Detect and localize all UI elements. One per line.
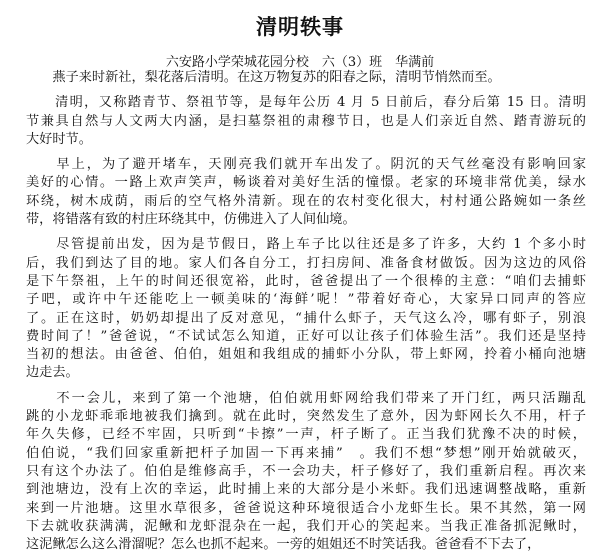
text-line: 后，我们到达了目的地。家人们各自分工，打扫房间、准备食材做饭。因为这边的风俗: [26, 255, 586, 271]
paragraph: [26, 390, 586, 554]
text-line: 下去就收获满满，泥鳅和龙虾混杂在一起，我们开心的笑起来。当我正准备抓泥鳅时，: [26, 518, 586, 534]
text-line: 燕子来时新社，梨花落后清明。在这万物复苏的阳春之际，清明节悄然而至。: [26, 70, 501, 85]
text-line: 大好时节。: [26, 131, 92, 147]
text-line: 环绕，树木成荫，雨后的空气格外清新。现在的农村变化很大，村村通公路婉如一条丝: [26, 193, 586, 209]
text-line: 清明，又称踏青节、祭祖节等，是每年公历 4 月 5 日前后，春分后第 15 日。清明: [26, 95, 586, 111]
text-line: 美好的心情。一路上欢声笑声，畅谈着对美好生活的憧憬。老家的环境非常优美，绿水: [26, 175, 586, 191]
paragraph: [26, 69, 586, 87]
paragraph: [26, 156, 586, 229]
text-line: 这泥鳅怎么这么滑溜呢？怎么也抓不起来。一旁的姐姐还不时笑话我。爸爸看不下去了，: [26, 537, 541, 553]
text-line: 来到一片池塘。这里水草很多，爸爸说这种环境很适合小龙虾生长。果不其然，第一网: [26, 500, 586, 516]
text-line: 早上，为了避开堵车，天刚亮我们就开车出发了。阴沉的天气丝毫没有影响回家: [26, 157, 586, 173]
text-line: 费时间了！”爸爸说，“不试试怎么知道，正好可以让孩子们体验生活”。我们还是坚持: [26, 328, 586, 344]
paragraph: [26, 236, 586, 382]
text-line: 当初的想法。由爸爸、伯伯，姐姐和我组成的捕虾小分队，带上虾网，拎着小桶向池塘: [26, 347, 586, 363]
text-line: 跳的小龙虾乖乖地被我们擒到。就在此时，突然发生了意外，因为虾网长久不用，杆子: [26, 409, 586, 425]
text-line: 子吧，或许中午还能吃上一顿美味的‘海鲜’呢！”带着好奇心，大家异口同声的答应: [26, 292, 586, 308]
document-title: 清明轶事: [256, 15, 344, 39]
text-line: 是下午祭祖，上午的时间还很宽裕，此时，爸爸提出了一个很棒的主意：“咱们去捕虾: [26, 273, 586, 289]
text-line: 了。正在这时，奶奶却提出了反对意见，“捕什么虾子，天气这么冷，哪有虾子，别浪: [26, 310, 586, 326]
text-line: 带，将错落有致的村庄环绕其中，仿佛进入了人间仙境。: [26, 212, 356, 228]
paragraph: [26, 94, 586, 149]
text-line: 不一会儿，来到了第一个池塘，伯伯就用虾网给我们带来了开门红，两只活蹦乱: [26, 390, 586, 406]
text-line: 节兼具自然与人文两大内涵，是扫墓祭祖的肃穆节日，也是人们亲近自然、踏青游玩的: [26, 113, 586, 129]
text-line: 到池塘边，没有上次的幸运，此时捕上来的大部分是小米虾。我们迅速调整战略，重新: [26, 482, 586, 498]
text-line: 年久失修，已经不牢固，只听到“卡擦”一声，杆子断了。正当我们犹豫不决的时候，: [26, 427, 586, 443]
author-line: 六安路小学荣城花园分校 六（3）班 华满前: [165, 55, 435, 70]
article-body: [26, 69, 586, 554]
text-line: 伯伯说，“我们回家重新把杆子加固一下再来捕” 。我们不想“梦想”刚开始就破灭，: [26, 445, 586, 461]
text-line: 只有这个办法了。伯伯是维修高手，不一会功夫，杆子修好了，我们重新启程。再次来: [26, 463, 586, 479]
text-line: 尽管提前出发，因为是节假日，路上车子比以往还是多了许多，大约 1 个多小时: [26, 237, 586, 253]
text-line: 边走去。: [26, 365, 79, 381]
